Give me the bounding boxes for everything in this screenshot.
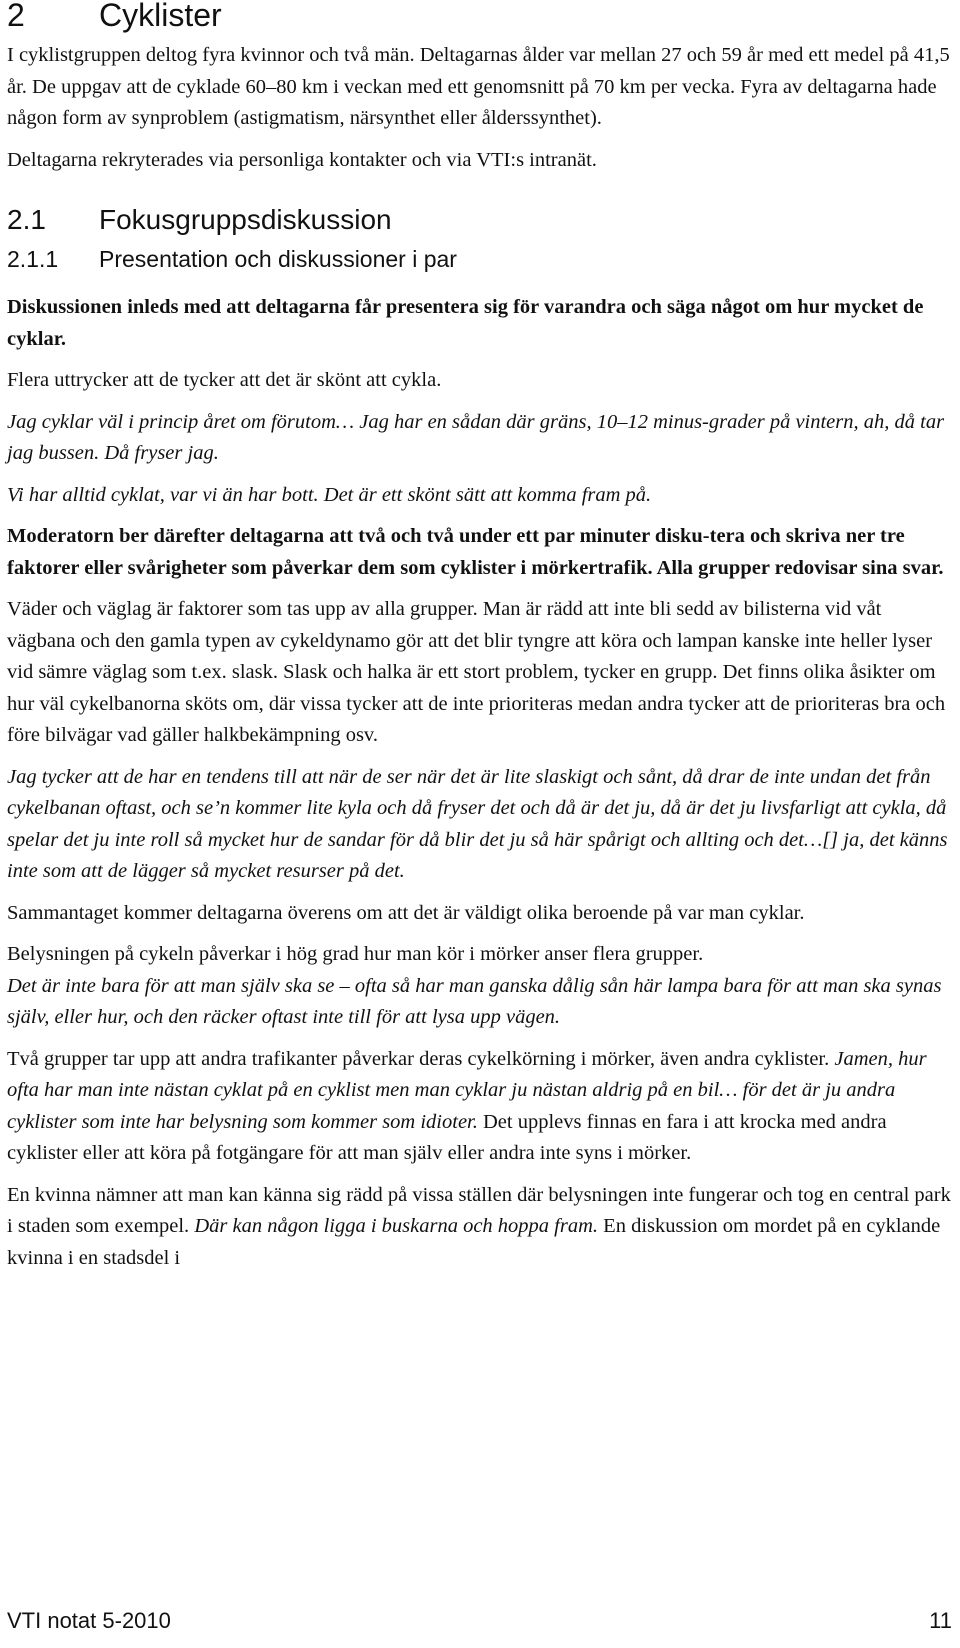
- paragraph-lighting: [7, 939, 953, 1034]
- subsubsection-heading: [7, 244, 953, 274]
- quote-slush: Jag tycker att de har en tendens till att när de ser när det är lite slaskigt och sånt, då drar de inte undan det från cykelbanan oftast, och se’n kommer lite kyla och då fryser det och då är det ju, då är det ju livsfarligt att cykla, då spelar det ju inte roll så mycket hur de sandar för då blir det ju så här spårigt och allting och det…[] ja, det känns inte som att de lägger så mycket resurser på det.: [7, 765, 948, 882]
- paragraph-recruitment: Deltagarna rekryterades via personliga kontakter och via VTI:s intranät.: [7, 148, 597, 171]
- page-number: 11: [929, 1608, 952, 1633]
- footer-publication: VTI notat 5-2010: [7, 1608, 171, 1633]
- subsubsection-title: Presentation och diskussioner i par: [99, 246, 457, 272]
- quote-always-cycled: Vi har alltid cyklat, var vi än har bott. Det är ett skönt sätt att komma fram på.: [7, 483, 652, 506]
- paragraph-fear: [7, 1180, 953, 1275]
- subsubsection-number: 2.1.1: [7, 246, 59, 272]
- text-run: En kvinna nämner att man kan känna sig rädd på vissa ställen där belysningen inte fungerar och tog en central park i staden som exempel.: [7, 1183, 951, 1237]
- subsection-heading: [7, 202, 953, 238]
- section-title: Cyklister: [99, 0, 222, 33]
- quote-cyclists: Jamen, hur ofta har man inte nästan cyklat på en cyklist men man cyklar ju nästan aldrig på en bil… för det är ju andra cyklister som inte har belysning som kommer som idioter.: [7, 1047, 927, 1133]
- section-heading: [7, 0, 953, 33]
- subsection-number: 2.1: [7, 204, 46, 235]
- text-run: Belysningen på cykeln påverkar i hög grad hur man kör i mörker anser flera grupper.: [7, 943, 704, 965]
- section-number: 2: [7, 0, 25, 33]
- paragraph-weather: Väder och väglag är faktorer som tas upp av alla grupper. Man är rädd att inte bli sedd av bilisterna vid våt vägbana och den gamla typen av cykeldynamo gör att det blir tyngre att köra och lampan kanske inte heller lyser vid sämre väglag som t.ex. slask. Slask och halka är ett stort problem, tycker en grupp. Det finns olika åsikter om hur väl cykelbanorna sköts om, där vissa tycker att de inte prioriteras medan andra tycker att de prioriteras bra och före bilvägar vad gäller halkbekämpning osv.: [7, 598, 946, 746]
- paragraph-summary: Sammantaget kommer deltagarna överens om att det är väldigt olika beroende på var man cyklar.: [7, 901, 805, 924]
- paragraph-moderator-task: Moderatorn ber därefter deltagarna att två och två under ett par minuter disku-tera och skriva ner tre faktorer eller svårigheter som påverkar dem som cyklister i mörkertrafik. Alla grupper redovisar sina svar.: [7, 525, 944, 579]
- text-run: Två grupper tar upp att andra trafikanter påverkar deras cykelkörning i mörker, även andra cyklister.: [7, 1047, 830, 1070]
- text-run: Det upplevs finnas en fara i att krocka med andra cyklister eller att köra på fotgängare för att man själv eller andra inte syns i mörker.: [7, 1110, 887, 1164]
- subsection-title: Fokusgruppsdiskussion: [99, 204, 392, 235]
- paragraph-moderator-intro: Diskussionen inleds med att deltagarna får presentera sig för varandra och säga något om hur mycket de cyklar.: [7, 296, 924, 350]
- paragraph-participants: I cyklistgruppen deltog fyra kvinnor och två män. Deltagarnas ålder var mellan 27 och 59 år med ett medel på 41,5 år. De uppgav att de cyklade 60–80 km i veckan med ett genomsnitt på 70 km per vecka. Fyra av deltagarna hade någon form av synproblem (astigmatism, närsynthet eller ålderssynthet).: [7, 44, 950, 129]
- page-content: [7, 0, 953, 1274]
- paragraph-enjoy-cycling: Flera uttrycker att de tycker att det är skönt att cykla.: [7, 369, 442, 391]
- quote-lighting: Det är inte bara för att man själv ska se – ofta så har man ganska dålig sån här lampa bara för att man ska synas själv, eller hur, och den räcker oftast inte till för att lysa upp vägen.: [7, 974, 942, 1028]
- paragraph-other-road-users: [7, 1044, 953, 1170]
- quote-winter: Jag cyklar väl i princip året om förutom… Jag har en sådan där gräns, 10–12 minus-grader på vintern, ah, då tar jag bussen. Då fryser jag.: [7, 410, 945, 464]
- quote-bushes: Där kan någon ligga i buskarna och hoppa fram.: [194, 1215, 599, 1237]
- text-run: En diskussion om mordet på en cyklande kvinna i en stadsdel i: [7, 1215, 941, 1269]
